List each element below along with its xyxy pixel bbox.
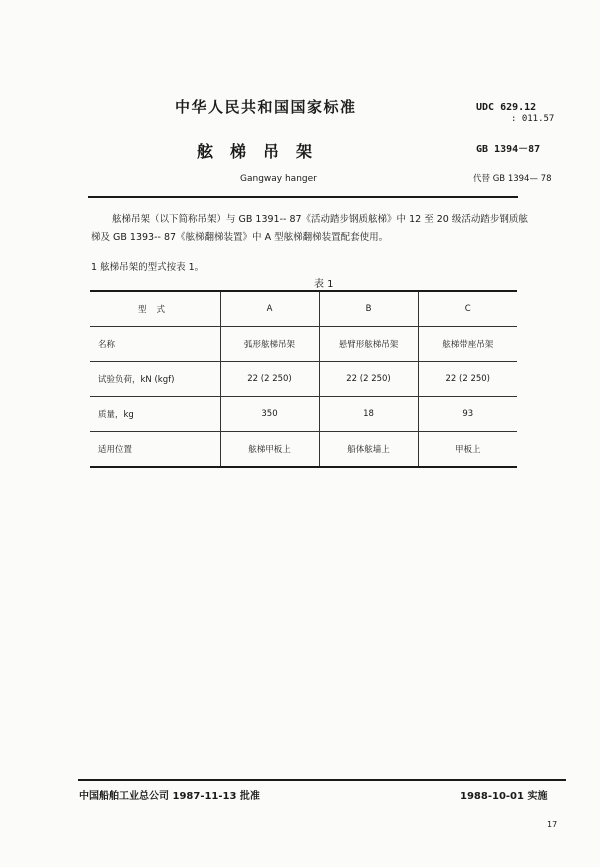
header-rule	[88, 196, 518, 198]
table-caption: 表 1	[314, 279, 334, 290]
table-cell: 甲板上	[418, 432, 517, 468]
table-cell: 22 (2 250)	[418, 362, 517, 397]
replaces-note: 代替 GB 1394— 78	[473, 174, 552, 184]
spec-table	[90, 290, 517, 468]
table-cell: 93	[418, 397, 517, 432]
row-label: 名称	[90, 327, 220, 362]
table-row	[90, 432, 517, 468]
table-row	[90, 397, 517, 432]
standard-number: GB 1394－87	[476, 144, 541, 155]
clause-1: 1 舷梯吊架的型式按表 1。	[91, 262, 205, 273]
udc-code-continued: : 011.57	[511, 114, 555, 124]
table-cell: 22 (2 250)	[319, 362, 418, 397]
table-row	[90, 327, 517, 362]
table-cell: 船体舷墙上	[319, 432, 418, 468]
column-b-header: B	[319, 291, 418, 327]
udc-code: UDC 629.12	[476, 102, 537, 113]
intro-paragraph	[91, 211, 531, 246]
standard-title: 舷梯吊架	[197, 142, 330, 161]
table-cell: 350	[220, 397, 319, 432]
table-cell: 悬臂形舷梯吊架	[319, 327, 418, 362]
table-row	[90, 362, 517, 397]
table-header-row	[90, 291, 517, 327]
english-title: Gangway hanger	[240, 174, 317, 184]
table-cell: 18	[319, 397, 418, 432]
type-header-cell: 型式	[90, 291, 220, 327]
issuer-approval: 中国船舶工业总公司 1987-11-13 批准	[79, 791, 260, 802]
national-standard-title: 中华人民共和国国家标准	[175, 98, 357, 116]
table-cell: 弧形舷梯吊架	[220, 327, 319, 362]
row-label: 试验负荷，kN (kgf)	[90, 362, 220, 397]
row-label: 质量，kg	[90, 397, 220, 432]
effective-date: 1988-10-01 实施	[460, 791, 548, 802]
table-cell: 舷梯带座吊架	[418, 327, 517, 362]
table-cell: 22 (2 250)	[220, 362, 319, 397]
intro-text: 舷梯吊架（以下简称吊架）与 GB 1391-- 87《活动踏步钢质舷梯》中 12 至 20 级活动踏步钢质舷梯及 GB 1393-- 87《舷梯翻梯装置》中 A 型舷梯翻梯装置配套使用。	[91, 214, 528, 243]
page-number: 17	[547, 820, 558, 829]
row-label: 适用位置	[90, 432, 220, 468]
footer-rule	[78, 779, 566, 781]
column-c-header: C	[418, 291, 517, 327]
table-cell: 舷梯甲板上	[220, 432, 319, 468]
column-a-header: A	[220, 291, 319, 327]
